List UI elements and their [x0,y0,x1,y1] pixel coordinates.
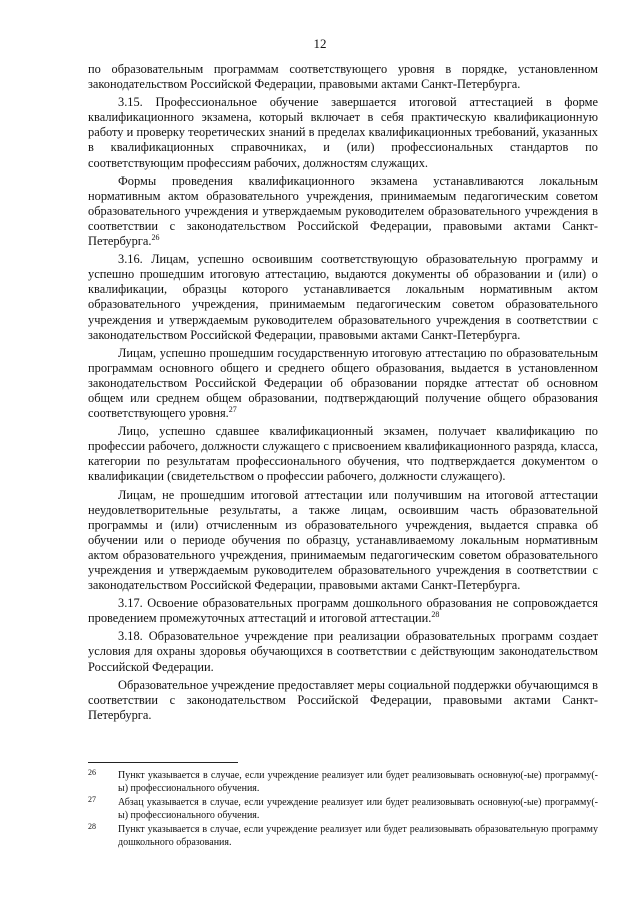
footnote-text: Пункт указывается в случае, если учреждение реализует или будет реализовывать основную(-ые) программу(-ы) профессионального обучения. [118,770,598,794]
paragraph: Лицам, успешно прошедшим государственную итоговую аттестацию по образовательным программам основного общего и среднего общего образования, выдается в установленном законодательством Российской Федерации об образовании порядке аттестат об основном общем или среднем общем образовании, подтверждающий получение общего образования соответствующего уровня.$^{27}$ [88,345,598,421]
footnote-ref: 27 [228,404,237,414]
footnote-mark: 28 [88,822,96,832]
body-text [88,62,598,726]
footnote [88,770,598,795]
footnote-ref: 26 [151,232,160,242]
footnote-text: Пункт указывается в случае, если учреждение реализует или будет реализовывать образовательную программу дошкольного образования. [118,824,598,848]
footnotes [88,770,598,852]
footnote-text: Абзац указывается в случае, если учреждение реализует или будет реализовывать основную(-ые) программу(-ы) профессионального обучения. [118,797,598,821]
paragraph: Образовательное учреждение предоставляет меры социальной поддержки обучающимся в соответствии с законодательством Российской Федерации, правовыми актами Санкт-Петербурга. [88,677,598,722]
paragraph-3-15: 3.15. Профессиональное обучение завершается итоговой аттестацией в форме квалификационного экзамена, который включает в себя практическую квалификационную работу и проверку теоретических знаний в пределах квалификационных требований, указанных в квалификационных справочниках, и (или) профессиональных стандартов по соответствующим профессиям рабочих, должностям служащих. [88,95,598,170]
paragraph: Лицо, успешно сдавшее квалификационный экзамен, получает квалификацию по профессии рабочего, должности служащего с присвоением квалификационного разряда, класса, категории по результатам профессионального обучения, что подтверждается документом о квалификации (свидетельством о профессии рабочего, должности служащего). [88,424,598,484]
paragraph-3-16: 3.16. Лицам, успешно освоившим соответствующую образовательную программу и успешно прошедшим итоговую аттестацию, выдаются документы об образовании и (или) о квалификации, образцы которого устанавливается локальным нормативным актом образовательного учреждения, принимаемым педагогическим советом образовательного учреждения и утверждаемым руководителем образовательного учреждения в соответствии с законодательством Российской Федерации, правовыми актами Санкт-Петербурга. [88,252,598,342]
paragraph: Формы проведения квалификационного экзамена устанавливаются локальным нормативным актом образовательного учреждения, принимаемым педагогическим советом образовательного учреждения и утверждаемым руководителем образовательного учреждения в соответствии с законодательством Российской Федерации, правовыми актами Санкт-Петербурга.$^{26}$ [88,173,598,249]
paragraph: по образовательным программам соответствующего уровня в порядке, установленном законодательством Российской Федерации, правовыми актами Санкт-Петербурга. [88,62,598,92]
footnote-ref: 28 [431,610,440,620]
footnote-mark: 27 [88,795,96,805]
footnote [88,797,598,822]
paragraph: Лицам, не прошедшим итоговой аттестации или получившим на итоговой аттестации неудовлетворительные результаты, а также лицам, освоившим часть образовательной программы и (или) отчисленным из образовательного учреждения, выдается справка об обучении или о периоде обучения по образцу, устанавливаемому локальным нормативным актом образовательного учреждения, принимаемым педагогическим советом образовательного учреждения и утверждаемым руководителем образовательного учреждения в соответствии с законодательством Российской Федерации, правовыми актами Санкт-Петербурга. [88,487,598,593]
paragraph-3-18: 3.18. Образовательное учреждение при реализации образовательных программ создает условия для охраны здоровья обучающихся в соответствии с действующим законодательством Российской Федерации. [88,629,598,674]
paragraph-3-17: 3.17. Освоение образовательных программ дошкольного образования не сопровождается проведением промежуточных аттестаций и итоговой аттестации.$^{28}$ [88,596,598,626]
footnote-separator [88,762,238,763]
footnote-mark: 26 [88,768,96,777]
page-number: 12 [313,36,327,51]
footnote [88,824,598,849]
